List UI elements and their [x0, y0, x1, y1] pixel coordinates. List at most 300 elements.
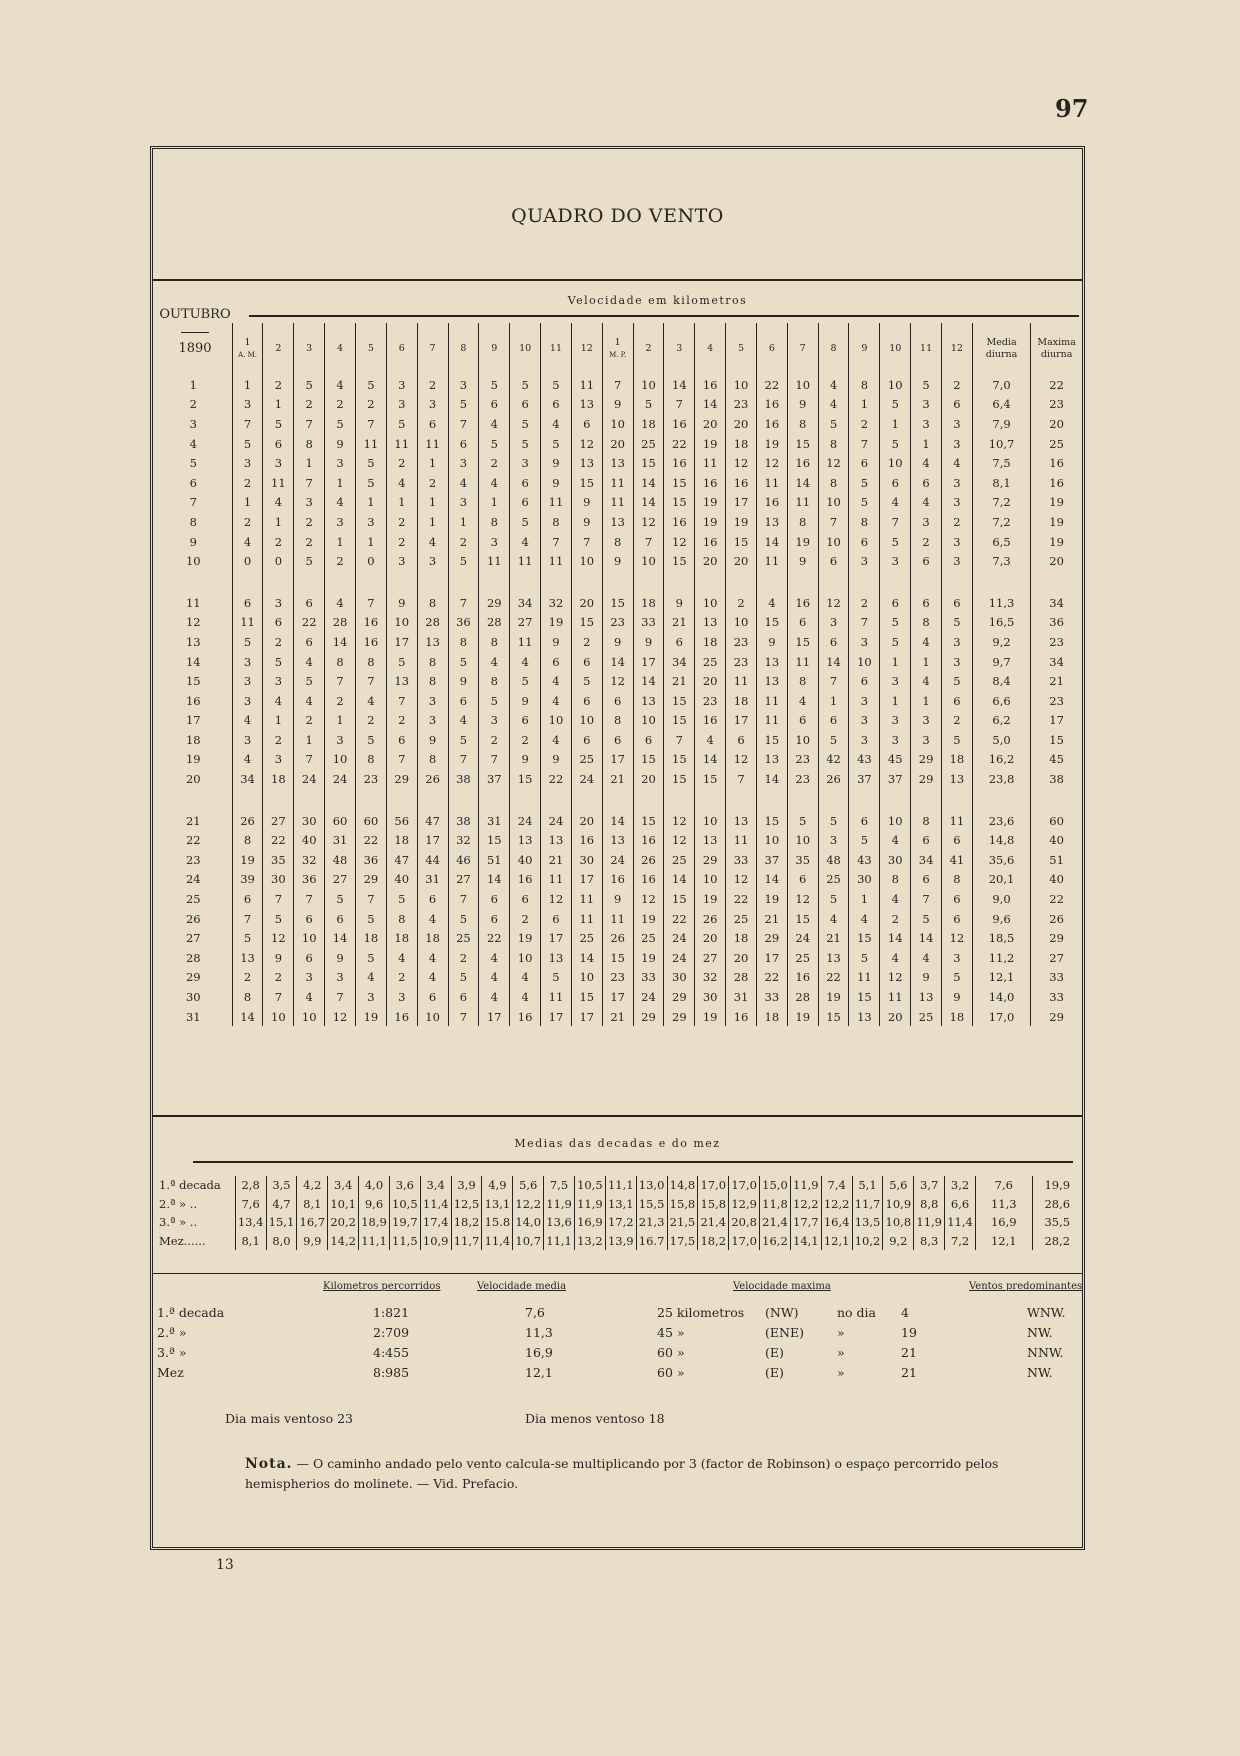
column-header-label: 11: [549, 343, 562, 354]
speed-cell: 5: [448, 909, 479, 929]
speed-cell: 21: [602, 769, 633, 789]
speed-cell: 3: [448, 453, 479, 473]
day-cell: 9: [189, 534, 197, 549]
speed-cell: 6: [942, 889, 973, 909]
speed-cell: 19: [510, 928, 541, 948]
speed-cell: 4: [695, 730, 726, 750]
speed-cell: 20: [1031, 414, 1082, 434]
speed-cell: 10: [417, 1007, 448, 1027]
speed-cell: 6: [479, 889, 510, 909]
speed-cell: 11: [571, 889, 602, 909]
means-cell: 21,4: [760, 1213, 791, 1232]
speed-cell: 6: [664, 632, 695, 652]
speed-cell: 24: [633, 987, 664, 1007]
speed-cell: 3: [911, 711, 942, 731]
speed-cell: 3: [417, 395, 448, 415]
speed-cell: 12: [726, 453, 757, 473]
speed-cell: 2: [294, 512, 325, 532]
speed-cell: 6: [633, 730, 664, 750]
speed-cell: 2: [263, 532, 294, 552]
speed-cell: 18: [695, 632, 726, 652]
speed-cell: 4: [355, 968, 386, 988]
speed-cell: 3: [942, 652, 973, 672]
speed-cell: 29: [911, 769, 942, 789]
speed-cell: 7: [232, 909, 263, 929]
speed-cell: 9: [664, 593, 695, 613]
speed-cell: 9: [756, 632, 787, 652]
speed-cell: 14: [479, 870, 510, 890]
means-cell: 11,4: [945, 1213, 976, 1232]
day-cell: 27: [185, 931, 201, 946]
speed-cell: 26: [602, 928, 633, 948]
table-bottom-rule: [153, 1115, 1082, 1117]
speed-cell: 30: [571, 850, 602, 870]
speed-cell: 9: [787, 395, 818, 415]
speed-cell: 23: [726, 632, 757, 652]
speed-cell: 3: [386, 987, 417, 1007]
speed-cell: 42: [818, 750, 849, 770]
table-row: [155, 948, 1082, 968]
day-cell: 11: [185, 595, 201, 610]
speed-cell: 19: [1031, 493, 1082, 513]
speed-cell: 6: [386, 730, 417, 750]
column-header: [695, 323, 726, 375]
speed-cell: 7: [818, 512, 849, 532]
day-cell: 25: [185, 892, 201, 907]
speed-cell: 5: [818, 811, 849, 831]
speed-cell: 32: [294, 850, 325, 870]
day-cell: 7: [189, 495, 197, 510]
speed-cell: 24: [294, 769, 325, 789]
speed-cell: 19: [355, 1007, 386, 1027]
speed-cell: 18,5: [972, 928, 1030, 948]
speed-cell: 10: [695, 593, 726, 613]
speed-cell: 3: [355, 987, 386, 1007]
table-row: [155, 987, 1082, 1007]
speed-cell: 24: [602, 850, 633, 870]
means-cell: 7,4: [821, 1176, 852, 1195]
speed-cell: 14: [602, 811, 633, 831]
means-cell: 7,6: [235, 1195, 266, 1214]
speed-cell: 5: [849, 473, 880, 493]
speed-cell: 14: [695, 750, 726, 770]
speed-cell: 13: [602, 453, 633, 473]
speed-cell: 22: [1031, 375, 1082, 395]
speed-cell: 5: [232, 434, 263, 454]
table-title: QUADRO DO VENTO: [511, 205, 724, 227]
speed-cell: 1: [263, 711, 294, 731]
speed-cell: 15: [664, 473, 695, 493]
column-header: [355, 323, 386, 375]
speed-cell: 5: [541, 375, 572, 395]
speed-cell: 15: [633, 811, 664, 831]
summary-vento: NW.: [1027, 1325, 1053, 1340]
speed-cell: 37: [880, 769, 911, 789]
speed-cell: 12: [942, 928, 973, 948]
speed-cell: 6: [294, 948, 325, 968]
column-header: [232, 323, 263, 375]
means-cell: 17,0: [698, 1176, 729, 1195]
speed-cell: 4: [479, 652, 510, 672]
speed-cell: 23: [1031, 691, 1082, 711]
speed-cell: 10,7: [972, 434, 1030, 454]
speed-cell: 4: [510, 532, 541, 552]
speed-cell: 11: [510, 551, 541, 571]
speed-cell: 2: [386, 968, 417, 988]
speed-cell: 6: [479, 909, 510, 929]
speed-cell: 18: [263, 769, 294, 789]
speed-cell: 4: [417, 968, 448, 988]
speed-cell: 13: [695, 613, 726, 633]
speed-cell: 11,2: [972, 948, 1030, 968]
speed-cell: 6,5: [972, 532, 1030, 552]
speed-cell: 16: [664, 414, 695, 434]
speed-cell: 1: [417, 493, 448, 513]
speed-cell: 7: [294, 473, 325, 493]
speed-cell: 19: [541, 613, 572, 633]
speed-cell: 9: [602, 632, 633, 652]
means-cell: 10,7: [513, 1232, 544, 1251]
speed-cell: 16: [695, 375, 726, 395]
speed-cell: 19: [695, 1007, 726, 1027]
speed-cell: 11: [232, 613, 263, 633]
speed-cell: 24: [510, 811, 541, 831]
day-cell: 14: [185, 654, 201, 669]
speed-cell: 7: [633, 532, 664, 552]
dia-menos-ventoso: Dia menos ventoso 18: [525, 1411, 665, 1426]
column-header-label: 5: [367, 343, 374, 354]
speed-cell: 26: [1031, 909, 1082, 929]
speed-cell: 14: [911, 928, 942, 948]
summary-dia-label: no dia: [837, 1305, 877, 1320]
speed-cell: 4: [325, 493, 356, 513]
speed-cell: 5: [355, 948, 386, 968]
speed-cell: 1: [880, 414, 911, 434]
table-row: [155, 593, 1082, 613]
means-cell: 15,0: [760, 1176, 791, 1195]
speed-cell: 15: [787, 434, 818, 454]
speed-cell: 35,6: [972, 850, 1030, 870]
speed-cell: 10: [695, 870, 726, 890]
speed-cell: 22: [756, 375, 787, 395]
speed-cell: 9: [541, 473, 572, 493]
speed-cell: 3: [880, 551, 911, 571]
speed-cell: 5: [541, 968, 572, 988]
summary-max-unit: »: [677, 1345, 685, 1360]
means-label: 1.ª decada: [159, 1178, 221, 1193]
speed-cell: 5: [232, 632, 263, 652]
speed-cell: 7: [726, 769, 757, 789]
speed-cell: 11: [756, 551, 787, 571]
speed-cell: 2: [571, 632, 602, 652]
speed-cell: 2: [448, 948, 479, 968]
means-cell: 12,1: [821, 1232, 852, 1251]
means-cell: 3,6: [389, 1176, 420, 1195]
means-cell: 12,2: [790, 1195, 821, 1214]
speed-cell: 13: [726, 811, 757, 831]
nota-label: Nota.: [245, 1456, 293, 1472]
day-cell: 4: [189, 436, 197, 451]
speed-cell: 1: [263, 395, 294, 415]
nota: [245, 1454, 1005, 1494]
speed-cell: 44: [417, 850, 448, 870]
speed-cell: 15: [510, 769, 541, 789]
speed-cell: 18: [726, 928, 757, 948]
speed-cell: 3: [263, 453, 294, 473]
speed-cell: 9: [417, 730, 448, 750]
speed-cell: 23: [1031, 632, 1082, 652]
means-cell: 12,5: [451, 1195, 482, 1214]
speed-cell: 5: [942, 671, 973, 691]
means-header: Medias das decadas e do mez: [514, 1137, 721, 1150]
speed-cell: 6: [849, 671, 880, 691]
speed-cell: 11: [756, 711, 787, 731]
speed-cell: 1: [417, 512, 448, 532]
sheet-number: 13: [216, 1557, 234, 1573]
speed-cell: 16,5: [972, 613, 1030, 633]
speed-cell: 11: [541, 551, 572, 571]
speed-cell: 1: [263, 512, 294, 532]
speed-cell: 4: [263, 691, 294, 711]
speed-cell: 7: [664, 730, 695, 750]
speed-cell: 23: [695, 691, 726, 711]
speed-cell: 3: [263, 671, 294, 691]
speed-cell: 14: [232, 1007, 263, 1027]
speed-cell: 15: [664, 711, 695, 731]
means-cell: 21,5: [667, 1213, 698, 1232]
speed-cell: 3: [232, 691, 263, 711]
speed-cell: 14: [756, 532, 787, 552]
table-row: [155, 769, 1082, 789]
column-header: [479, 323, 510, 375]
speed-cell: 15: [695, 769, 726, 789]
speed-cell: 12: [571, 434, 602, 454]
speed-cell: 18: [633, 414, 664, 434]
speed-cell: 56: [386, 811, 417, 831]
speed-cell: 26: [232, 811, 263, 831]
speed-cell: 27: [695, 948, 726, 968]
summary-row: [157, 1365, 1082, 1385]
speed-cell: 1: [325, 532, 356, 552]
summary-dia-label: »: [837, 1325, 845, 1340]
means-cell: 11,4: [482, 1232, 513, 1251]
speed-cell: 30: [664, 968, 695, 988]
speed-cell: 17: [1031, 711, 1082, 731]
speed-cell: 13: [417, 632, 448, 652]
speed-cell: 14,8: [972, 830, 1030, 850]
speed-cell: 3: [880, 671, 911, 691]
table-row: [155, 928, 1082, 948]
speed-cell: 10: [726, 613, 757, 633]
speed-cell: 2: [386, 711, 417, 731]
speed-cell: 6: [942, 395, 973, 415]
day-cell: 21: [185, 813, 201, 828]
speed-cell: 7: [263, 889, 294, 909]
speed-cell: 4: [880, 830, 911, 850]
speed-cell: 4: [294, 691, 325, 711]
speed-cell: 23: [1031, 395, 1082, 415]
speed-cell: 11: [571, 375, 602, 395]
speed-cell: 20: [695, 414, 726, 434]
speed-cell: 16: [756, 414, 787, 434]
means-cell: 18,2: [451, 1213, 482, 1232]
summary-label: 3.ª »: [157, 1345, 187, 1360]
speed-cell: 20: [695, 928, 726, 948]
speed-cell: 2: [880, 909, 911, 929]
speed-cell: 26: [818, 769, 849, 789]
column-header-label: 4: [707, 343, 714, 354]
speed-cell: 15: [756, 730, 787, 750]
speed-cell: 25: [571, 928, 602, 948]
speed-cell: 6: [942, 593, 973, 613]
speed-cell: 12: [726, 750, 757, 770]
speed-cell: 5: [448, 395, 479, 415]
speed-cell: 30: [880, 850, 911, 870]
speed-cell: 2: [232, 968, 263, 988]
speed-cell: 2: [386, 512, 417, 532]
table-row: [155, 551, 1082, 571]
speed-cell: 3: [325, 730, 356, 750]
speed-cell: 1: [818, 691, 849, 711]
speed-cell: 15: [849, 987, 880, 1007]
speed-cell: 11: [541, 987, 572, 1007]
speed-cell: 22: [818, 968, 849, 988]
speed-cell: 5: [880, 395, 911, 415]
speed-cell: 5: [818, 889, 849, 909]
speed-cell: 6: [294, 593, 325, 613]
speed-cell: 36: [294, 870, 325, 890]
speed-cell: 4: [479, 948, 510, 968]
speed-cell: 12: [263, 928, 294, 948]
hourly-speed-table: [155, 323, 1082, 1026]
means-cell: 14,2: [328, 1232, 359, 1251]
speed-cell: 16: [602, 870, 633, 890]
column-header-label: 8: [460, 343, 467, 354]
speed-cell: 2: [263, 730, 294, 750]
column-header-period: A. M.: [238, 351, 257, 359]
speed-cell: 9: [942, 987, 973, 1007]
means-cell: 17,5: [667, 1232, 698, 1251]
speed-cell: 5: [880, 532, 911, 552]
speed-cell: 2: [386, 532, 417, 552]
speed-cell: 1: [479, 493, 510, 513]
speed-cell: 5: [355, 453, 386, 473]
speed-cell: 30: [849, 870, 880, 890]
speed-cell: 8: [325, 652, 356, 672]
means-cell: 35,5: [1032, 1213, 1082, 1232]
means-cell: 10,5: [389, 1195, 420, 1214]
speed-cell: 5: [386, 889, 417, 909]
speed-cell: 2: [911, 532, 942, 552]
speed-cell: 3: [479, 532, 510, 552]
speed-cell: 8: [417, 593, 448, 613]
speed-cell: 3: [325, 968, 356, 988]
month-label: OUTUBRO: [159, 307, 231, 322]
speed-cell: 27: [510, 613, 541, 633]
speed-cell: 29: [386, 769, 417, 789]
means-cell: 4,7: [266, 1195, 297, 1214]
speed-cell: 18: [756, 1007, 787, 1027]
speed-cell: 16: [756, 493, 787, 513]
speed-cell: 5: [263, 909, 294, 929]
speed-cell: 26: [417, 769, 448, 789]
means-cell: 5,1: [852, 1176, 883, 1195]
table-row: [155, 909, 1082, 929]
speed-cell: 2: [232, 512, 263, 532]
speed-cell: 11: [602, 909, 633, 929]
column-header-period: M. P.: [609, 351, 627, 359]
means-cell: 2,8: [235, 1176, 266, 1195]
speed-cell: 7: [355, 889, 386, 909]
speed-cell: 3: [479, 711, 510, 731]
summary-row: [157, 1325, 1082, 1345]
speed-cell: 3: [911, 730, 942, 750]
speed-cell: 9: [633, 632, 664, 652]
speed-cell: 2: [355, 711, 386, 731]
speed-cell: 2: [263, 375, 294, 395]
speed-cell: 30: [695, 987, 726, 1007]
summary-vento: NW.: [1027, 1365, 1053, 1380]
summary-km: 4:455: [373, 1345, 410, 1360]
speed-cell: 15: [479, 830, 510, 850]
speed-cell: 24: [325, 769, 356, 789]
speed-cell: 15: [664, 551, 695, 571]
speed-cell: 7: [448, 1007, 479, 1027]
summary-vento: WNW.: [1027, 1305, 1066, 1320]
speed-cell: 7: [386, 691, 417, 711]
means-row: [155, 1195, 1082, 1214]
speed-cell: 5: [849, 493, 880, 513]
speed-cell: 12: [880, 968, 911, 988]
speed-cell: 13: [633, 691, 664, 711]
means-row: [155, 1176, 1082, 1195]
speed-cell: 31: [325, 830, 356, 850]
speed-cell: 32: [541, 593, 572, 613]
speed-cell: 5,0: [972, 730, 1030, 750]
speed-cell: 13: [232, 948, 263, 968]
speed-cell: 22: [726, 889, 757, 909]
speed-cell: 17,0: [972, 1007, 1030, 1027]
speed-cell: 14: [787, 473, 818, 493]
speed-cell: 13: [602, 830, 633, 850]
means-cell: 28,2: [1032, 1232, 1082, 1251]
speed-cell: 34: [232, 769, 263, 789]
speed-cell: 6,6: [972, 691, 1030, 711]
means-cell: 10,2: [852, 1232, 883, 1251]
speed-cell: 47: [386, 850, 417, 870]
means-cell: 17,2: [605, 1213, 636, 1232]
speed-cell: 8: [355, 750, 386, 770]
speed-cell: 5: [232, 928, 263, 948]
speed-cell: 4: [386, 473, 417, 493]
speed-cell: 15: [664, 889, 695, 909]
speed-cell: 4: [294, 652, 325, 672]
column-header-label: 10: [519, 343, 532, 354]
speed-cell: 4: [263, 493, 294, 513]
speed-cell: 21: [541, 850, 572, 870]
speed-cell: 11: [942, 811, 973, 831]
speed-cell: 18: [386, 928, 417, 948]
speed-cell: 12: [664, 532, 695, 552]
speed-cell: 7: [448, 750, 479, 770]
day-cell: 30: [185, 990, 201, 1005]
speed-cell: 15: [664, 769, 695, 789]
means-cell: 11,8: [760, 1195, 791, 1214]
speed-cell: 2: [294, 711, 325, 731]
column-header: [633, 323, 664, 375]
speed-cell: 21: [602, 1007, 633, 1027]
speed-cell: 15: [571, 473, 602, 493]
